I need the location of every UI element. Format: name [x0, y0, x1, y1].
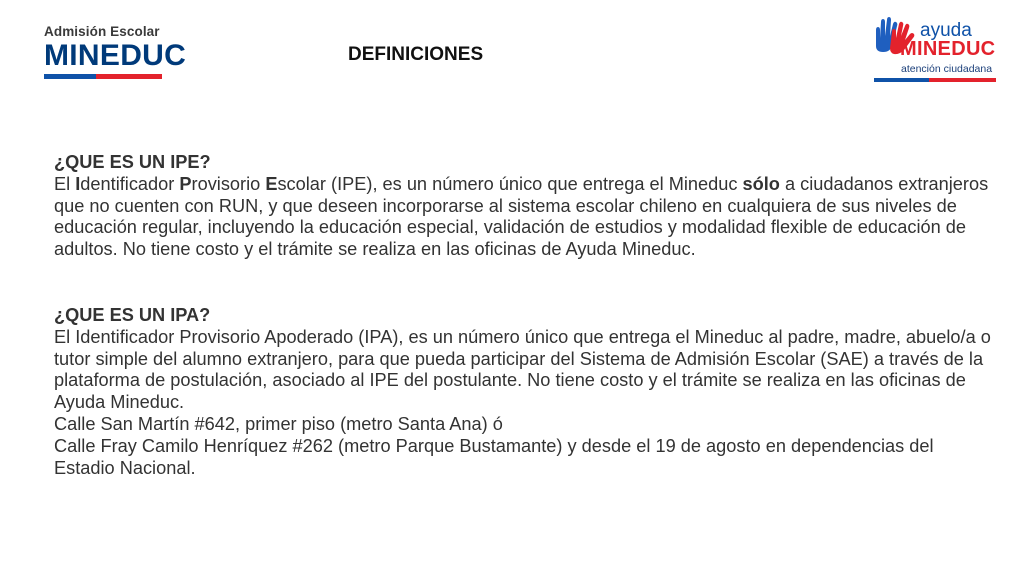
- ipa-address-1: Calle San Martín #642, primer piso (metro Santa Ana) ó: [54, 413, 503, 434]
- ayuda-mineduc-logo: [864, 10, 1014, 86]
- ipe-question: ¿QUE ES UN IPE?: [54, 152, 211, 172]
- admision-escolar-logo: [44, 24, 187, 79]
- logo-subtitle: Admisión Escolar: [44, 24, 160, 39]
- page-title: DEFINICIONES: [348, 44, 484, 65]
- logo-flag-bar: [874, 78, 996, 82]
- ipe-text-2: dentificador: [80, 173, 180, 194]
- ipe-text-5: a ciudadanos extranjeros que no cuenten con RUN, y que deseen incorporarse al sistema escolar chileno en cualquiera de sus niveles de educación regular, incluyendo la educación especial, validación de estudios y modalidad flexible de educación de adultos. No tiene costo y el trámite se realiza en las oficinas de Ayuda Mineduc.: [54, 173, 989, 260]
- logo-title: MINEDUC: [44, 39, 187, 72]
- ipa-definition: El Identificador Provisorio Apoderado (IPA), es un número único que entrega el Mineduc al padre, madre, abuelo/a o tutor simple del alumno extranjero, para que pueda participar del Sistema de Admisión Escolar (SAE) a través de la plataforma de postulación, asociado al IPE del postulante. No tiene costo y el trámite se realiza en las oficinas de Ayuda Mineduc.: [54, 326, 991, 413]
- definitions-body: [54, 152, 994, 479]
- mineduc-text: MINEDUC: [900, 38, 996, 60]
- ipe-letter-i: I: [75, 173, 81, 194]
- ipa-question: ¿QUE ES UN IPA?: [54, 304, 211, 325]
- ipe-text-3: rovisorio: [191, 173, 266, 194]
- ipe-definition: [54, 174, 994, 261]
- ipe-letter-e: E: [265, 173, 278, 194]
- ipe-text-4: scolar (IPE), es un número único que entrega el Mineduc: [277, 173, 743, 194]
- ipe-letter-p: P: [179, 173, 192, 194]
- tagline-text: atención ciudadana: [901, 63, 993, 75]
- ayuda-text: ayuda: [920, 20, 972, 41]
- ipa-address-2: Calle Fray Camilo Henríquez #262 (metro Parque Bustamante) y desde el 19 de agosto en dependencias del Estadio Nacional.: [54, 435, 934, 478]
- ipe-bold-solo: sólo: [742, 173, 780, 194]
- logo-flag-bar: [44, 74, 162, 79]
- ipe-text-1: El: [54, 173, 76, 194]
